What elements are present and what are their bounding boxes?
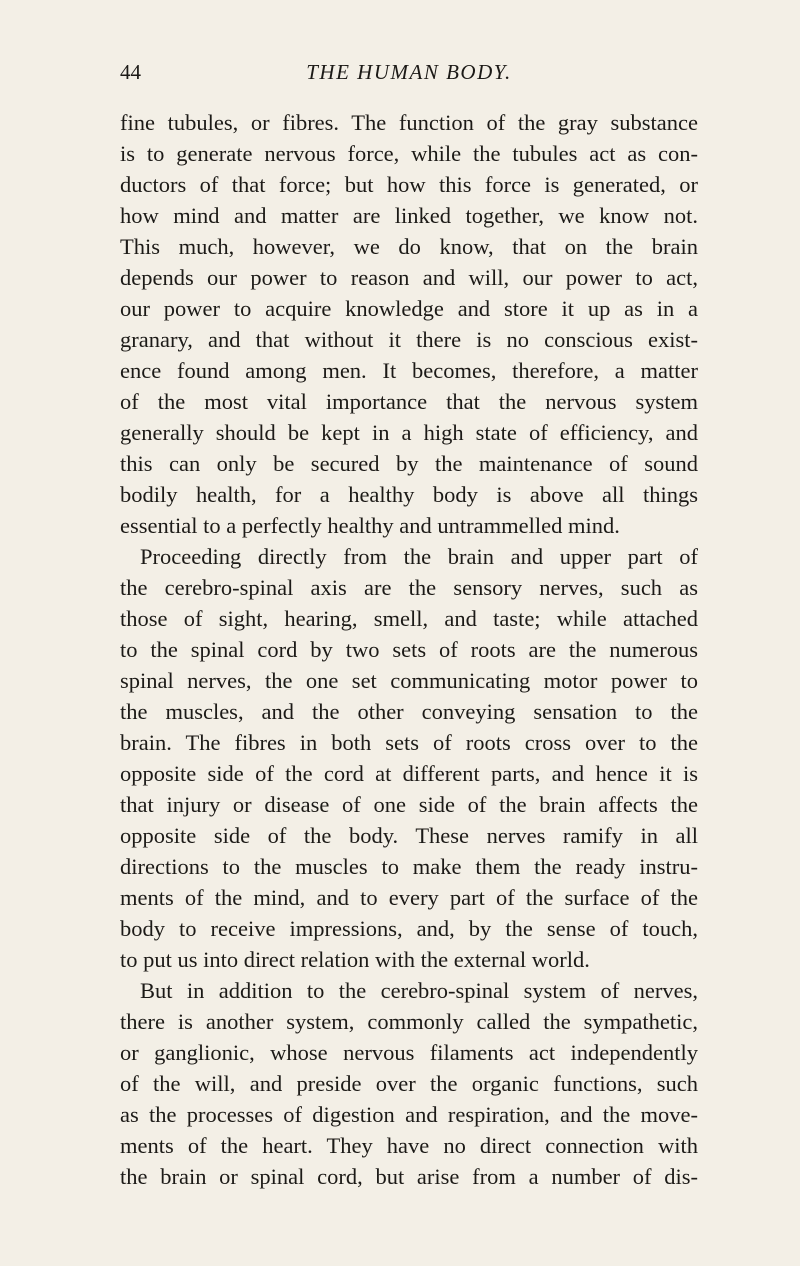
text-line: that injury or disease of one side of the brain affects the <box>120 792 698 817</box>
text-line: our power to acquire knowledge and store it up as in a <box>120 296 698 321</box>
text-line: ductors of that force; but how this force is generated, or <box>120 172 698 197</box>
text-line: as the processes of digestion and respiration, and the move- <box>120 1102 698 1127</box>
text-line: is to generate nervous force, while the tubules act as con- <box>120 141 698 166</box>
body-text <box>120 107 698 1192</box>
running-head <box>120 60 698 90</box>
text-line: how mind and matter are linked together, we know not. <box>120 203 698 228</box>
text-line: ments of the mind, and to every part of the surface of the <box>120 885 698 910</box>
text-line: Proceeding directly from the brain and upper part of <box>140 544 698 569</box>
running-title: THE HUMAN BODY. <box>306 60 512 84</box>
text-line: bodily health, for a healthy body is above all things <box>120 482 698 507</box>
text-line: granary, and that without it there is no conscious exist- <box>120 327 698 352</box>
text-line: opposite side of the cord at different parts, and hence it is <box>120 761 698 786</box>
text-line: this can only be secured by the maintenance of sound <box>120 451 698 476</box>
text-line: the muscles, and the other conveying sensation to the <box>120 699 698 724</box>
text-line: of the most vital importance that the nervous system <box>120 389 698 414</box>
text-line: brain. The fibres in both sets of roots cross over to the <box>120 730 698 755</box>
text-line: fine tubules, or fibres. The function of the gray substance <box>120 110 698 135</box>
text-line: spinal nerves, the one set communicating motor power to <box>120 668 698 693</box>
text-line: or ganglionic, whose nervous filaments act independently <box>120 1040 698 1065</box>
text-line: essential to a perfectly healthy and untrammelled mind. <box>120 513 620 538</box>
text-line: to put us into direct relation with the external world. <box>120 947 590 972</box>
page-number: 44 <box>120 60 141 84</box>
text-line: there is another system, commonly called the sympathetic, <box>120 1009 698 1034</box>
text-line: generally should be kept in a high state of efficiency, and <box>120 420 698 445</box>
text-line: ments of the heart. They have no direct connection with <box>120 1133 698 1158</box>
text-line: to the spinal cord by two sets of roots are the numerous <box>120 637 698 662</box>
text-line: those of sight, hearing, smell, and taste; while attached <box>120 606 698 631</box>
text-line: This much, however, we do know, that on the brain <box>120 234 698 259</box>
text-line: of the will, and preside over the organic functions, such <box>120 1071 698 1096</box>
text-line: body to receive impressions, and, by the sense of touch, <box>120 916 698 941</box>
text-line: the cerebro-spinal axis are the sensory nerves, such as <box>120 575 698 600</box>
text-line: depends our power to reason and will, our power to act, <box>120 265 698 290</box>
text-line: opposite side of the body. These nerves ramify in all <box>120 823 698 848</box>
text-line: ence found among men. It becomes, therefore, a matter <box>120 358 698 383</box>
text-line: But in addition to the cerebro-spinal system of nerves, <box>140 978 698 1003</box>
text-line: directions to the muscles to make them the ready instru- <box>120 854 698 879</box>
text-line: the brain or spinal cord, but arise from a number of dis- <box>120 1164 698 1189</box>
